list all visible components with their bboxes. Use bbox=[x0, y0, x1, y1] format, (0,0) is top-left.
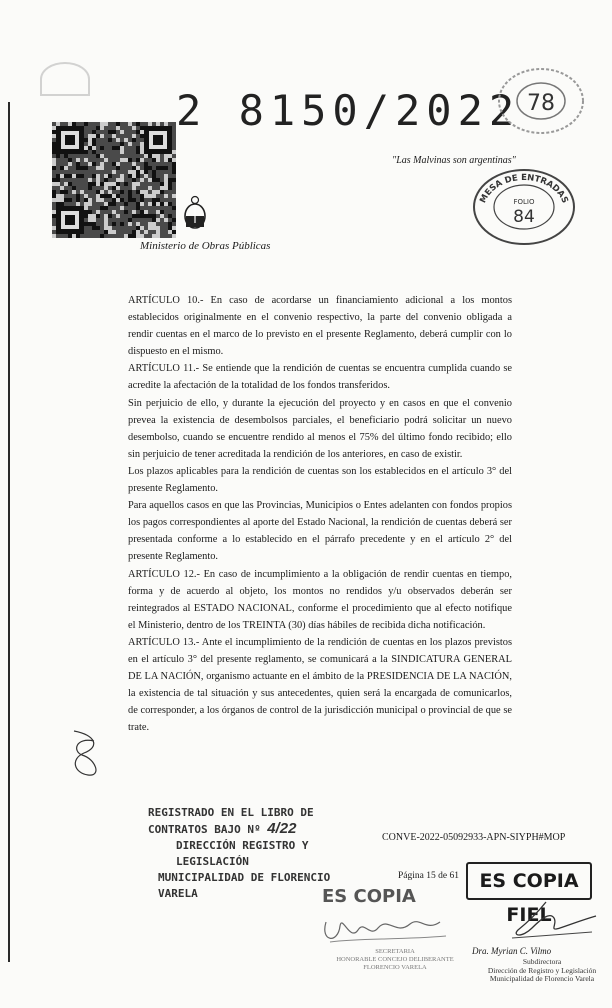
right-signer-name: Dra. Myrian C. Vilmo bbox=[472, 946, 552, 956]
right-signer-block bbox=[474, 958, 610, 984]
right-signature bbox=[488, 898, 600, 946]
entry-seal bbox=[470, 166, 578, 248]
paragraph-own-funds: Para aquellos casos en que las Provincias, Municipios o Entes adelanten con fondos propios los pagos correspondientes al aporte del Estado Nacional, la rendición de cuentas deberá ser presentada conforme a lo establecido en el párrafo precedente y en el artículo 2° del presente Reglamento. bbox=[128, 500, 512, 563]
motto-text: "Las Malvinas son argentinas" bbox=[392, 155, 516, 166]
registry-number: 4/22 bbox=[267, 820, 297, 837]
right-signer-dept: Dirección de Registro y Legislación bbox=[487, 965, 597, 975]
registry-line-2: DIRECCIÓN REGISTRO Y LEGISLACIÓN bbox=[176, 839, 309, 868]
page-left-edge-line bbox=[8, 102, 10, 962]
registry-line-1: REGISTRADO EN EL LIBRO DE CONTRATOS BAJO Nº bbox=[148, 806, 314, 836]
seal-top-right bbox=[496, 66, 586, 136]
folio-number: 84 bbox=[513, 207, 535, 227]
entry-seal-text: MESA DE ENTRADAS bbox=[478, 172, 570, 205]
folio-label: FOLIO bbox=[513, 198, 535, 206]
conve-code: CONVE-2022-05092933-APN-SIYPH#MOP bbox=[382, 832, 566, 843]
left-signer-block bbox=[330, 948, 460, 972]
left-signer-org: HONORABLE CONCEJO DELIBERANTE bbox=[336, 956, 454, 963]
left-signer-place: FLORENCIO VARELA bbox=[363, 964, 427, 971]
paragraph-article-11: ARTÍCULO 11.- Se entiende que la rendición de cuentas se encuentra cumplida cuando se acredite la afectación de la totalidad de los fondos transferidos. bbox=[128, 363, 512, 392]
paragraph-deadlines: Los plazos aplicables para la rendición de cuentas son los establecidos en el artículo 3° del presente Reglamento. bbox=[128, 465, 512, 495]
left-signer-title: SECRETARIA bbox=[375, 948, 415, 955]
copy-stamp: ES COPIA FIEL bbox=[466, 862, 592, 900]
right-signer-org: Municipalidad de Florencio Varela bbox=[489, 974, 595, 983]
document-number: 2 8150/2022 bbox=[176, 86, 521, 135]
paragraph-article-10: ARTÍCULO 10.- En caso de acordarse un financiamiento adicional a los montos establecidos originalmente en el convenio respectivo, la parte del convenio obligada a rendir cuentas en el marco de lo previsto en el presente Reglamento, deberá cumplir con lo dispuesto en el mismo. bbox=[128, 295, 512, 358]
page-number: Página 15 de 61 bbox=[398, 871, 459, 881]
right-signer-title: Subdirectora bbox=[522, 957, 562, 966]
registry-line-3: MUNICIPALIDAD DE FLORENCIO VARELA bbox=[158, 871, 331, 900]
paragraph-article-13: ARTÍCULO 13.- Ante el incumplimiento de la rendición de cuentas en los plazos previstos en el artículo 3° del presente reglamento, se comunicará a la SINDICATURA GENERAL DE LA NACIÓN, organismo actuante en el ámbito de la PRESIDENCIA DE LA NACIÓN, la existencia de tal situación y sus antecedentes, quien será la encargada de comunicarlos, de corresponder, a los órganos de control de la jurisdicción municipal o provincial de que se trate. bbox=[128, 636, 512, 734]
faded-stamp-top-left bbox=[40, 62, 90, 96]
national-shield-icon bbox=[181, 195, 209, 229]
paragraph-article-12: ARTÍCULO 12.- En caso de incumplimiento a la obligación de rendir cuentas en tiempo, forma y de acuerdo al objeto, los montos no rendidos y/u observados deberán ser reintegrados al ESTADO NACIONAL, conforme el procedimiento que al efecto notifique el Ministerio, dentro de los TREINTA (30) días hábiles de recibida dicha notificación. bbox=[128, 568, 512, 631]
ministry-name: Ministerio de Obras Públicas bbox=[140, 240, 271, 252]
copy-stamp-faded: ES COPIA bbox=[322, 886, 416, 907]
paragraph-disbursements: Sin perjuicio de ello, y durante la ejecución del proyecto y en casos en que el convenio prevea la existencia de desembolsos parciales, el beneficiario podrá solicitar un nuevo desembolso, cuando se encuentre rendido al menos el 75% del último fondo recibido; ello sin perjuicio de tener acreditada la rendición de los anteriores, en caso de existir. bbox=[128, 397, 512, 460]
handwritten-mark bbox=[66, 725, 106, 779]
qr-code-image bbox=[52, 122, 176, 238]
seal-number: 78 bbox=[527, 91, 555, 116]
document-body bbox=[128, 292, 512, 736]
